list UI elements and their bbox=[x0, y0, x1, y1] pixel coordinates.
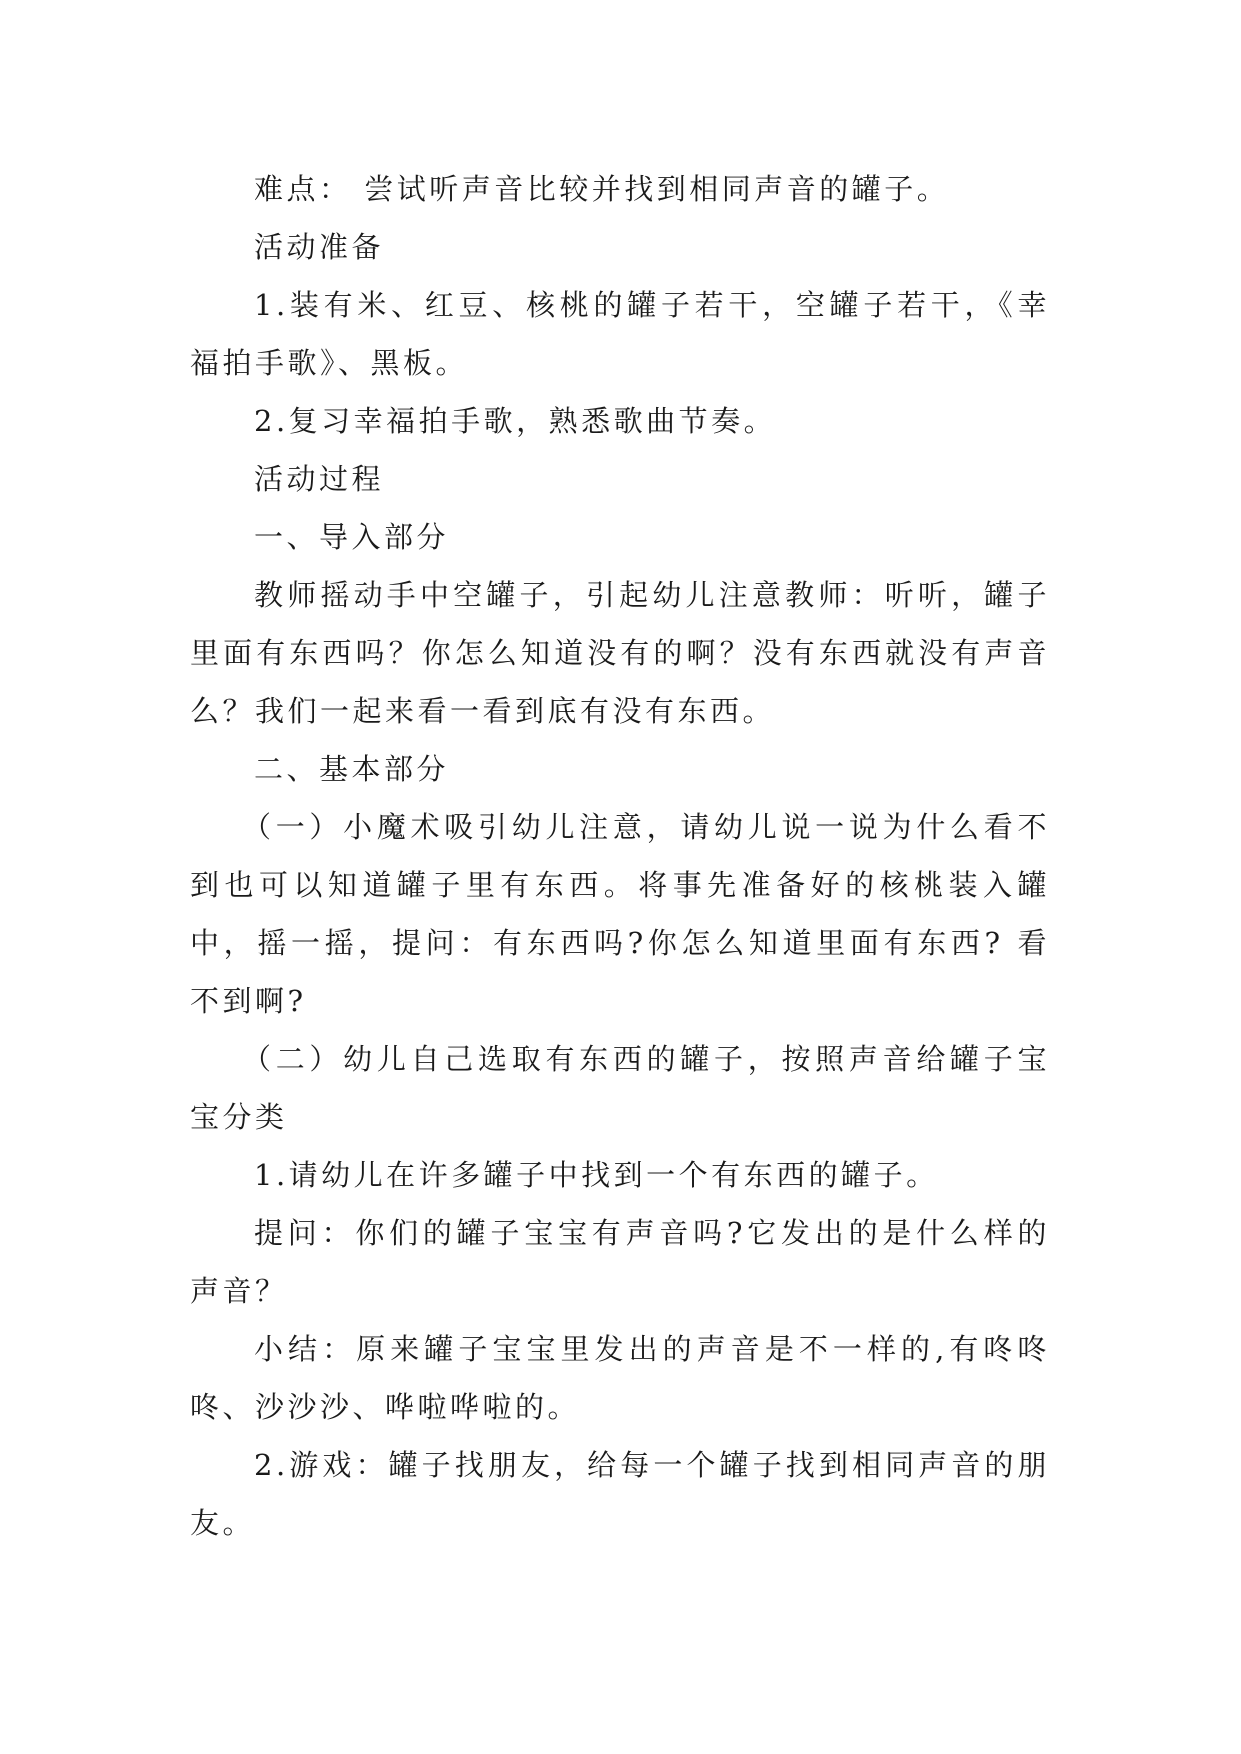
paragraph-magic-trick: （一）小魔术吸引幼儿注意，请幼儿说一说为什么看不到也可以知道罐子里有东西。将事先准备好的核桃装入罐中，摇一摇，提问：有东西吗?你怎么知道里面有东西? 看不到啊? bbox=[190, 810, 1050, 1018]
heading-basic-section: 二、基本部分 bbox=[254, 752, 450, 786]
paragraph-game: 2.游戏：罐子找朋友，给每一个罐子找到相同声音的朋友。 bbox=[190, 1448, 1050, 1540]
paragraph-difficulty: 难点： 尝试听声音比较并找到相同声音的罐子。 bbox=[254, 172, 950, 206]
heading-intro-section: 一、导入部分 bbox=[254, 520, 450, 554]
paragraph-summary: 小结：原来罐子宝宝里发出的声音是不一样的,有咚咚咚、沙沙沙、哗啦哗啦的。 bbox=[190, 1332, 1050, 1424]
heading-activity-process: 活动过程 bbox=[254, 462, 385, 496]
paragraph-question: 提问：你们的罐子宝宝有声音吗?它发出的是什么样的声音？ bbox=[190, 1216, 1050, 1308]
heading-activity-preparation: 活动准备 bbox=[254, 230, 385, 264]
paragraph-preparation-1: 1.装有米、红豆、核桃的罐子若干，空罐子若干，《幸福拍手歌》、黑板。 bbox=[190, 288, 1050, 380]
paragraph-preparation-2: 2.复习幸福拍手歌，熟悉歌曲节奏。 bbox=[254, 404, 777, 438]
paragraph-step-1: 1.请幼儿在许多罐子中找到一个有东西的罐子。 bbox=[254, 1158, 939, 1192]
document-page bbox=[190, 160, 1050, 1552]
paragraph-classify: （二）幼儿自己选取有东西的罐子，按照声音给罐子宝宝分类 bbox=[190, 1042, 1050, 1134]
paragraph-intro: 教师摇动手中空罐子，引起幼儿注意教师：听听，罐子里面有东西吗？你怎么知道没有的啊？没有东西就没有声音么？我们一起来看一看到底有没有东西。 bbox=[190, 578, 1050, 728]
